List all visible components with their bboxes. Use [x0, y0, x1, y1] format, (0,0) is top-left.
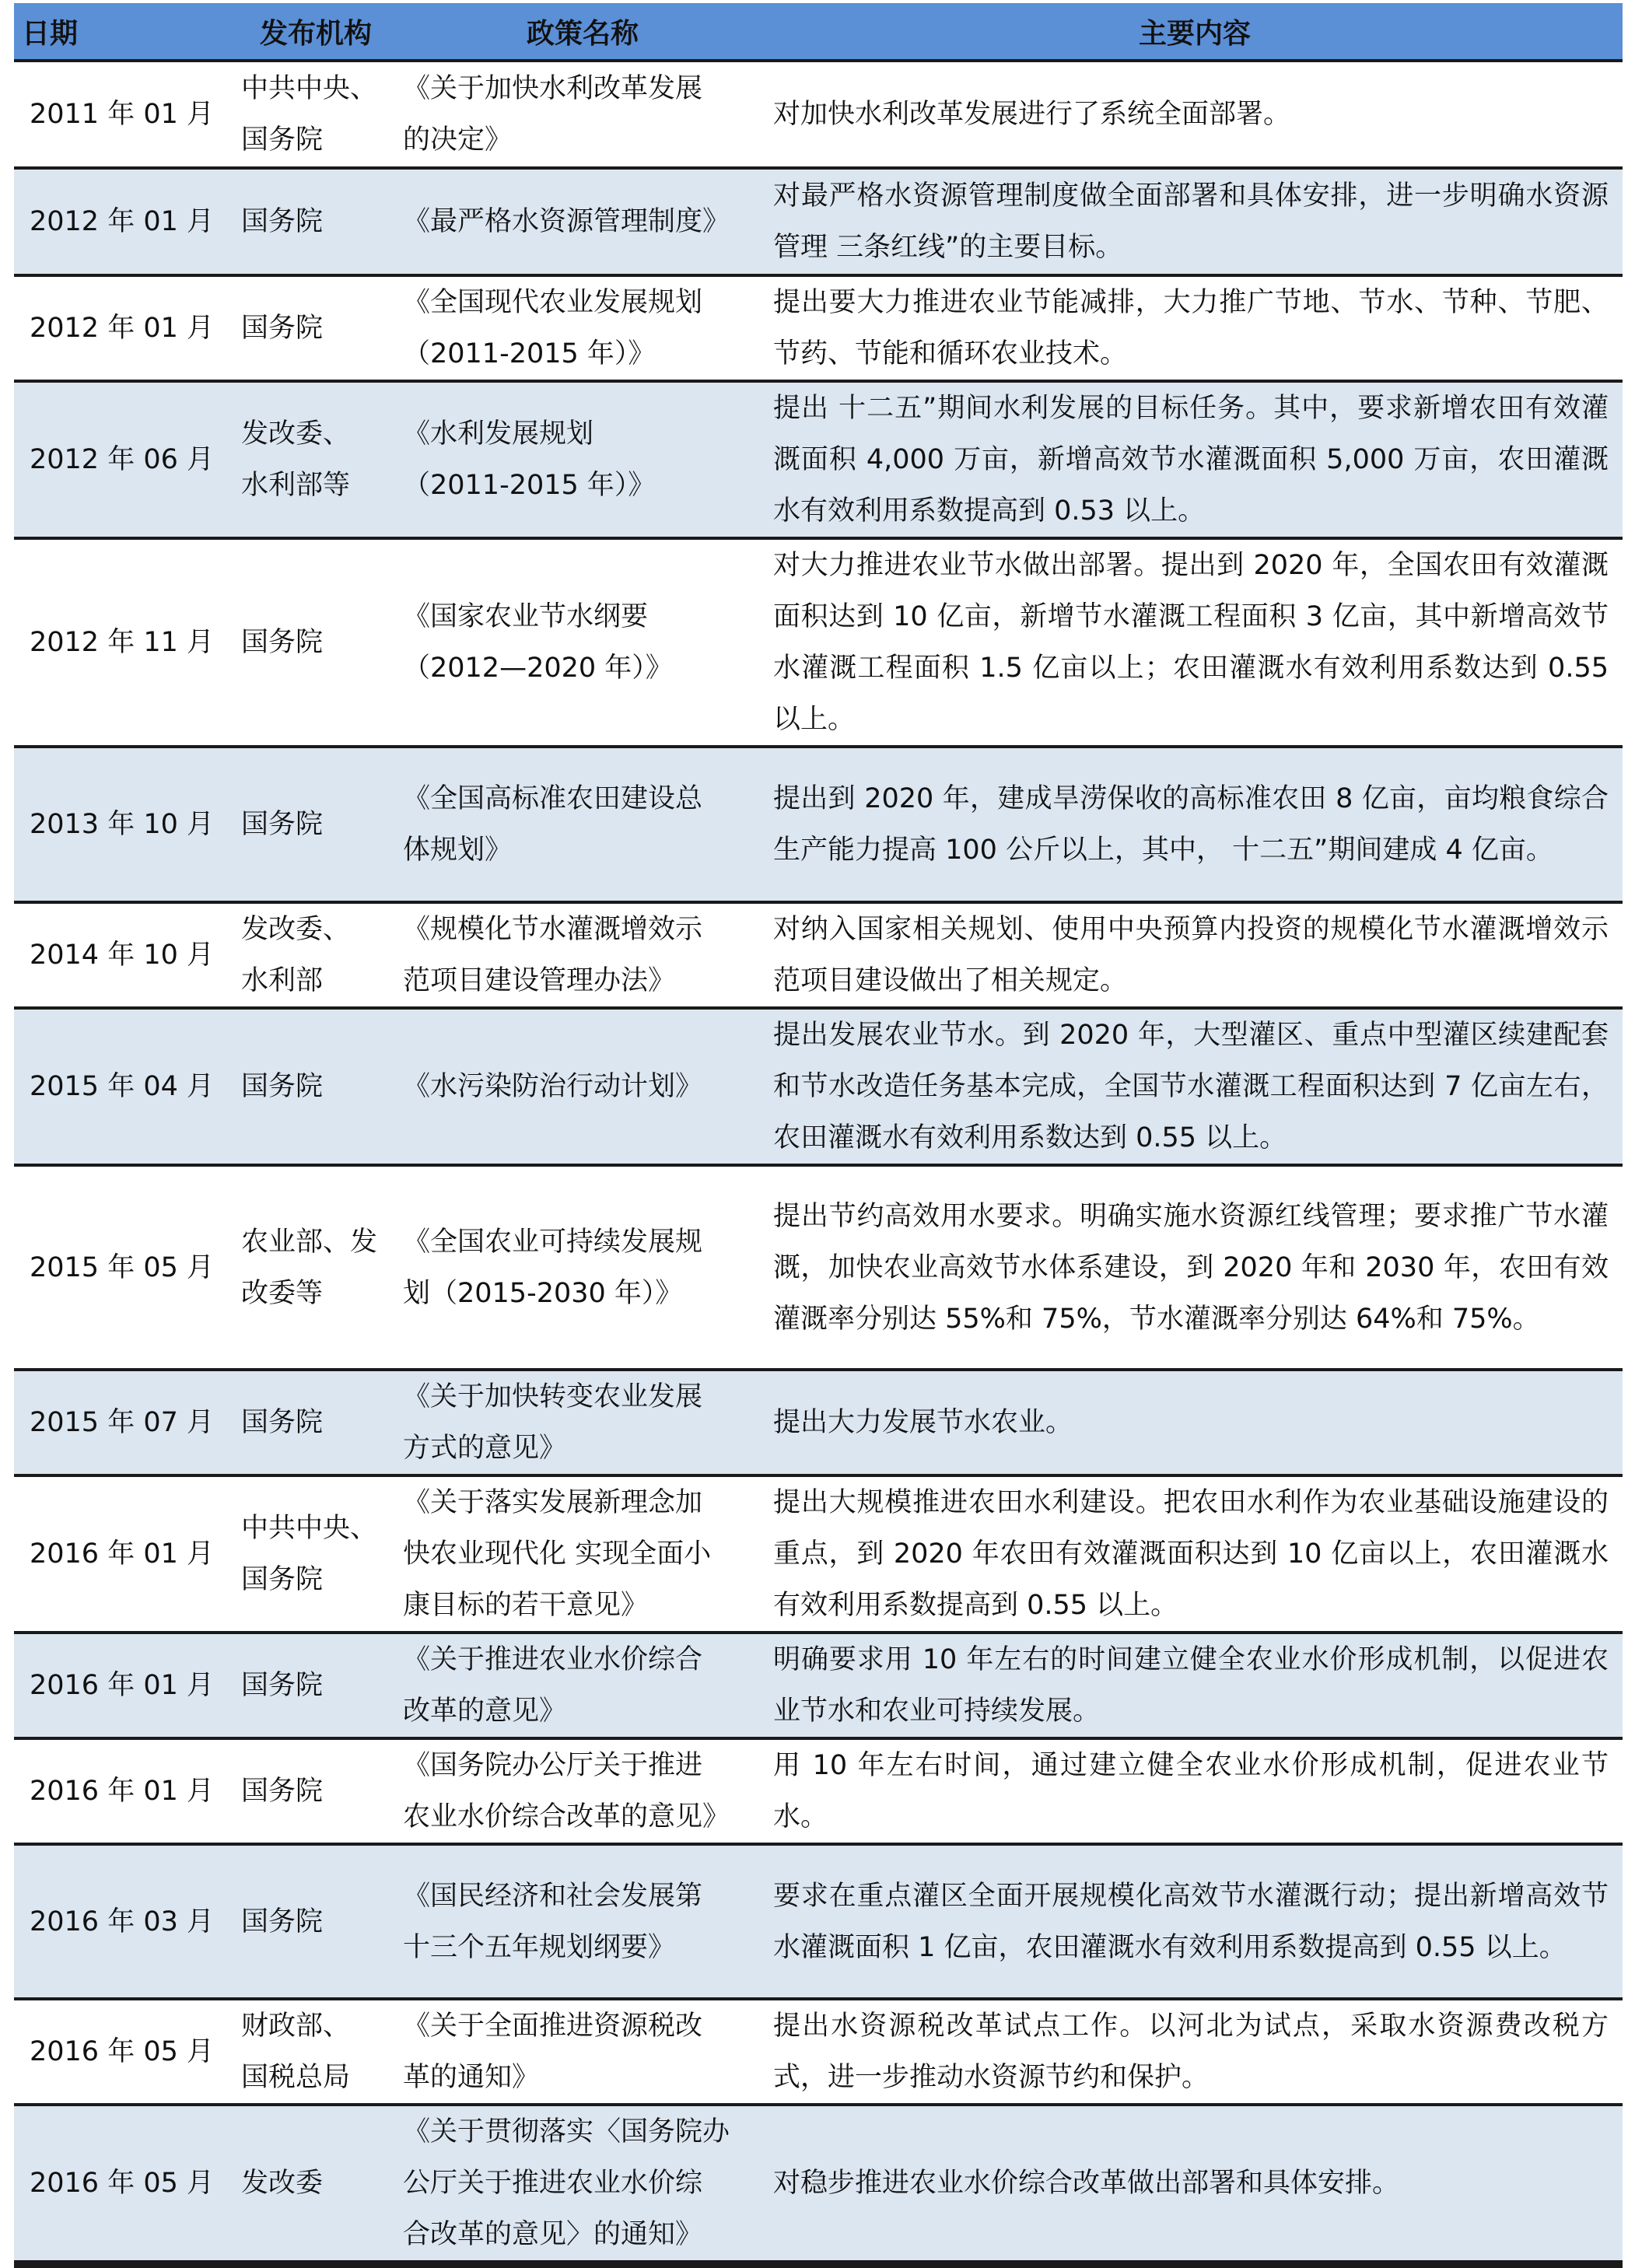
row-org: 发改委 [233, 2105, 398, 2260]
table-row [14, 1475, 1623, 1633]
row-policy-name: 《全国现代农业发展规划 （2011-2015 年）》 [398, 275, 767, 381]
row-content: 提出大规模推进农田水利建设。把农田水利作为农业基础设施建设的重点，到 2020 年农田有效灌溉面积达到 10 亿亩以上，农田灌溉水有效利用系数提高到 0.55 以上。 [767, 1475, 1623, 1633]
row-date: 2012 年 01 月 [14, 168, 233, 275]
header-date: 日期 [14, 3, 233, 61]
table-row [14, 1165, 1623, 1370]
row-content: 对纳入国家相关规划、使用中央预算内投资的规模化节水灌溉增效示范项目建设做出了相关规定。 [767, 902, 1623, 1008]
table-row [14, 381, 1623, 538]
row-content: 明确要求用 10 年左右的时间建立健全农业水价形成机制，以促进农业节水和农业可持续发展。 [767, 1633, 1623, 1738]
table-row [14, 1370, 1623, 1475]
row-date: 2012 年 11 月 [14, 538, 233, 747]
table-row [14, 1999, 1623, 2105]
row-date: 2016 年 05 月 [14, 1999, 233, 2105]
row-date: 2013 年 10 月 [14, 747, 233, 902]
row-org: 中共中央、 国务院 [233, 61, 398, 168]
header-policy-name: 政策名称 [398, 3, 767, 61]
row-policy-name: 《关于贯彻落实〈国务院办 公厅关于推进农业水价综 合改革的意见〉的通知》 [398, 2105, 767, 2260]
header-org: 发布机构 [233, 3, 398, 61]
row-org: 国务院 [233, 1370, 398, 1475]
row-content: 提出要大力推进农业节能减排，大力推广节地、节水、节种、节肥、节药、节能和循环农业技术。 [767, 275, 1623, 381]
table-row [14, 1738, 1623, 1844]
row-policy-name: 《关于全面推进资源税改 革的通知》 [398, 1999, 767, 2105]
table-row [14, 61, 1623, 168]
row-date: 2015 年 07 月 [14, 1370, 233, 1475]
row-content: 提出节约高效用水要求。明确实施水资源红线管理；要求推广节水灌溉，加快农业高效节水体系建设，到 2020 年和 2030 年，农田有效灌溉率分别达 55%和 75%，节水灌溉率分别达 64%和 75%。 [767, 1165, 1623, 1370]
policy-table [14, 3, 1623, 2260]
table-row [14, 1633, 1623, 1738]
table-bottom-rule [14, 2260, 1623, 2268]
table-row [14, 2105, 1623, 2260]
row-org: 国务院 [233, 1008, 398, 1165]
row-date: 2016 年 01 月 [14, 1633, 233, 1738]
row-org: 国务院 [233, 1844, 398, 1999]
row-date: 2016 年 03 月 [14, 1844, 233, 1999]
table-row [14, 275, 1623, 381]
table-row [14, 538, 1623, 747]
header-content: 主要内容 [767, 3, 1623, 61]
row-policy-name: 《国务院办公厅关于推进 农业水价综合改革的意见》 [398, 1738, 767, 1844]
row-date: 2015 年 04 月 [14, 1008, 233, 1165]
row-policy-name: 《关于推进农业水价综合 改革的意见》 [398, 1633, 767, 1738]
row-policy-name: 《国家农业节水纲要 （2012—2020 年）》 [398, 538, 767, 747]
row-content: 对最严格水资源管理制度做全面部署和具体安排，进一步明确水资源管理 三条红线”的主要目标。 [767, 168, 1623, 275]
row-org: 国务院 [233, 1738, 398, 1844]
row-org: 发改委、 水利部 [233, 902, 398, 1008]
row-org: 财政部、 国税总局 [233, 1999, 398, 2105]
row-content: 对加快水利改革发展进行了系统全面部署。 [767, 61, 1623, 168]
row-org: 发改委、 水利部等 [233, 381, 398, 538]
row-policy-name: 《关于加快水利改革发展 的决定》 [398, 61, 767, 168]
header-row [14, 3, 1623, 61]
row-policy-name: 《规模化节水灌溉增效示 范项目建设管理办法》 [398, 902, 767, 1008]
row-content: 提出水资源税改革试点工作。以河北为试点，采取水资源费改税方式，进一步推动水资源节约和保护。 [767, 1999, 1623, 2105]
row-content: 对稳步推进农业水价综合改革做出部署和具体安排。 [767, 2105, 1623, 2260]
row-date: 2011 年 01 月 [14, 61, 233, 168]
table-row [14, 1844, 1623, 1999]
row-policy-name: 《关于落实发展新理念加 快农业现代化 实现全面小 康目标的若干意见》 [398, 1475, 767, 1633]
row-policy-name: 《关于加快转变农业发展 方式的意见》 [398, 1370, 767, 1475]
row-date: 2012 年 06 月 [14, 381, 233, 538]
row-date: 2016 年 01 月 [14, 1475, 233, 1633]
row-org: 国务院 [233, 1633, 398, 1738]
row-date: 2012 年 01 月 [14, 275, 233, 381]
table-row [14, 902, 1623, 1008]
row-org: 国务院 [233, 538, 398, 747]
row-content: 提出到 2020 年，建成旱涝保收的高标准农田 8 亿亩，亩均粮食综合生产能力提高 100 公斤以上，其中， 十二五”期间建成 4 亿亩。 [767, 747, 1623, 902]
row-content: 要求在重点灌区全面开展规模化高效节水灌溉行动；提出新增高效节水灌溉面积 1 亿亩，农田灌溉水有效利用系数提高到 0.55 以上。 [767, 1844, 1623, 1999]
row-date: 2015 年 05 月 [14, 1165, 233, 1370]
row-org: 中共中央、 国务院 [233, 1475, 398, 1633]
table-row [14, 747, 1623, 902]
row-policy-name: 《全国农业可持续发展规 划（2015-2030 年）》 [398, 1165, 767, 1370]
row-policy-name: 《最严格水资源管理制度》 [398, 168, 767, 275]
row-policy-name: 《水利发展规划 （2011-2015 年）》 [398, 381, 767, 538]
row-policy-name: 《国民经济和社会发展第 十三个五年规划纲要》 [398, 1844, 767, 1999]
table-row [14, 1008, 1623, 1165]
row-org: 国务院 [233, 747, 398, 902]
row-content: 提出大力发展节水农业。 [767, 1370, 1623, 1475]
row-date: 2016 年 01 月 [14, 1738, 233, 1844]
row-content: 对大力推进农业节水做出部署。提出到 2020 年，全国农田有效灌溉面积达到 10 亿亩，新增节水灌溉工程面积 3 亿亩，其中新增高效节水灌溉工程面积 1.5 亿亩以上；农田灌溉水有效利用系数达到 0.55 以上。 [767, 538, 1623, 747]
row-content: 提出发展农业节水。到 2020 年，大型灌区、重点中型灌区续建配套和节水改造任务基本完成，全国节水灌溉工程面积达到 7 亿亩左右，农田灌溉水有效利用系数达到 0.55 以上。 [767, 1008, 1623, 1165]
row-org: 农业部、发 改委等 [233, 1165, 398, 1370]
row-org: 国务院 [233, 275, 398, 381]
row-content: 用 10 年左右时间，通过建立健全农业水价形成机制，促进农业节水。 [767, 1738, 1623, 1844]
row-policy-name: 《水污染防治行动计划》 [398, 1008, 767, 1165]
row-policy-name: 《全国高标准农田建设总 体规划》 [398, 747, 767, 902]
row-content: 提出 十二五”期间水利发展的目标任务。其中，要求新增农田有效灌溉面积 4,000 万亩，新增高效节水灌溉面积 5,000 万亩，农田灌溉水有效利用系数提高到 0.53 以上。 [767, 381, 1623, 538]
table-row [14, 168, 1623, 275]
row-org: 国务院 [233, 168, 398, 275]
row-date: 2014 年 10 月 [14, 902, 233, 1008]
row-date: 2016 年 05 月 [14, 2105, 233, 2260]
